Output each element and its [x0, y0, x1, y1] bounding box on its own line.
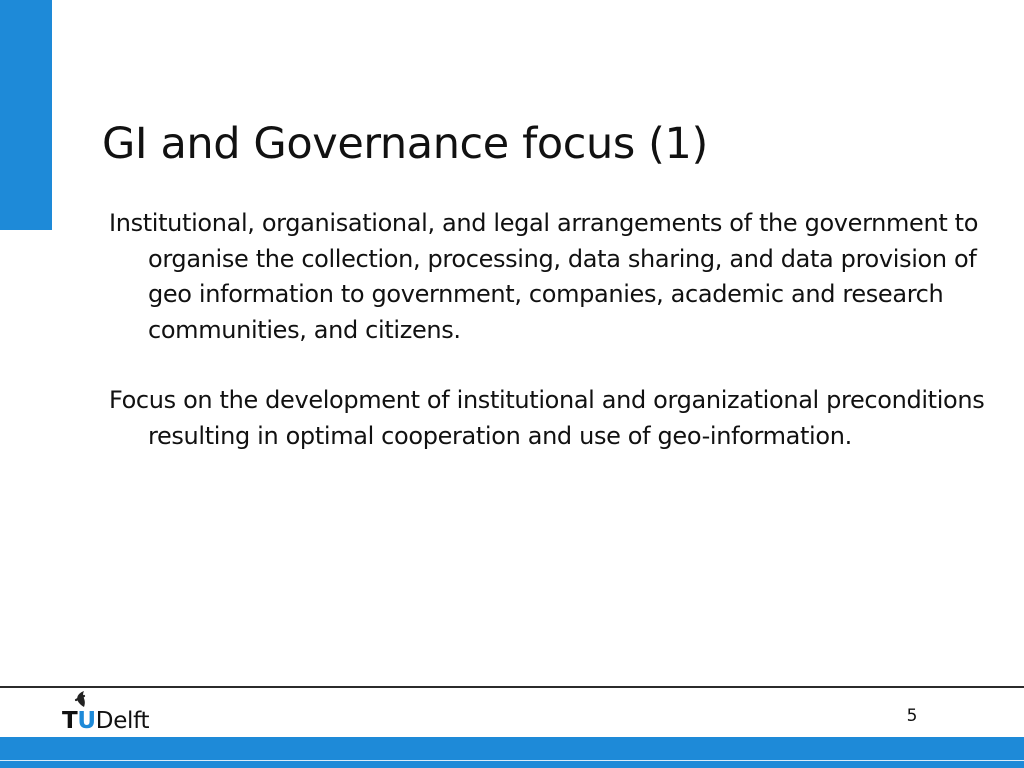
tu-delft-flame-icon	[76, 691, 85, 707]
page-number: 5	[906, 706, 918, 726]
accent-bar	[0, 0, 52, 230]
paragraph-focus: Focus on the development of institutional and organizational preconditions resulting in optimal cooperation and use of geo-information.	[109, 386, 985, 450]
footer-divider	[0, 686, 1024, 688]
slide-title: GI and Governance focus (1)	[102, 119, 708, 169]
bottom-bar-highlight	[0, 760, 1024, 761]
slide-body	[109, 206, 989, 489]
tu-delft-logo-text: TUDelft	[62, 708, 150, 734]
bottom-accent-bar	[0, 737, 1024, 768]
paragraph-institutional-arrangements: Institutional, organisational, and legal arrangements of the government to organise the collection, processing, data sharing, and data provision of geo information to government, companies, academic and research communities, and citizens.	[109, 209, 979, 344]
tu-delft-logo	[62, 690, 166, 734]
